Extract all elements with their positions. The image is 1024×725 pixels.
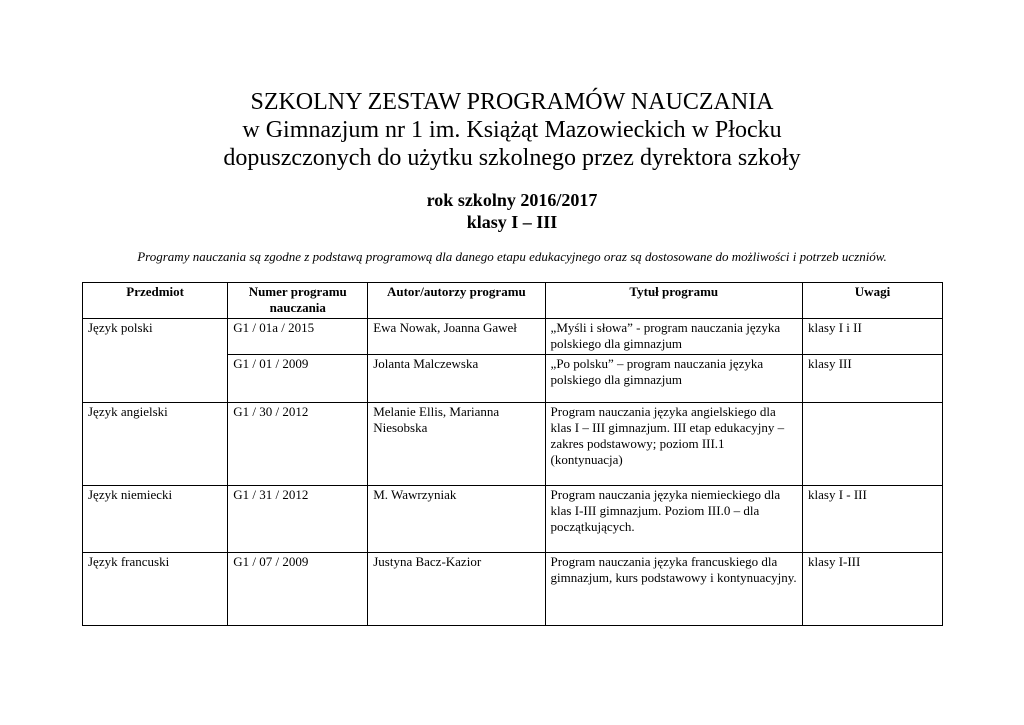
cell-number: G1 / 01a / 2015 (228, 319, 368, 355)
cell-notes (803, 403, 943, 486)
title-line-1: SZKOLNY ZESTAW PROGRAMÓW NAUCZANIA (250, 89, 774, 115)
cell-author: M. Wawrzyniak (368, 486, 545, 553)
cell-author: Jolanta Malczewska (368, 355, 545, 403)
column-header-notes: Uwagi (803, 283, 943, 319)
table-row (83, 553, 943, 626)
cell-subject: Język francuski (83, 553, 228, 626)
cell-subject: Język angielski (83, 403, 228, 486)
cell-title: „Po polsku” – program nauczania języka polskiego dla gimnazjum (545, 355, 802, 403)
cell-title: Program nauczania języka niemieckiego dla klas I-III gimnazjum. Poziom III.0 – dla początkujących. (545, 486, 802, 553)
cell-title: Program nauczania języka angielskiego dla klas I – III gimnazjum. III etap edukacyjny – zakres podstawowy; poziom III.1 (kontynuacja) (545, 403, 802, 486)
classes-range: klasy I – III (466, 212, 558, 232)
programs-table (82, 282, 943, 626)
cell-notes: klasy III (803, 355, 943, 403)
cell-author: Ewa Nowak, Joanna Gaweł (368, 319, 545, 355)
cell-number: G1 / 01 / 2009 (228, 355, 368, 403)
cell-number: G1 / 07 / 2009 (228, 553, 368, 626)
cell-notes: klasy I-III (803, 553, 943, 626)
cell-author: Melanie Ellis, Marianna Niesobska (368, 403, 545, 486)
column-header-author: Autor/autorzy programu (368, 283, 545, 319)
cell-author: Justyna Bacz-Kazior (368, 553, 545, 626)
column-header-subject: Przedmiot (83, 283, 228, 319)
column-header-number: Numer programu nauczania (228, 283, 368, 319)
cell-subject: Język niemiecki (83, 486, 228, 553)
cell-notes: klasy I i II (803, 319, 943, 355)
document-subtitle (0, 189, 1024, 233)
cell-title: „Myśli i słowa” - program nauczania języka polskiego dla gimnazjum (545, 319, 802, 355)
column-header-title: Tytuł programu (545, 283, 802, 319)
school-year: rok szkolny 2016/2017 (426, 190, 598, 210)
cell-title: Program nauczania języka francuskiego dla gimnazjum, kurs podstawowy i kontynuacyjny. (545, 553, 802, 626)
title-line-3: dopuszczonych do użytku szkolnego przez dyrektora szkoły (223, 145, 801, 171)
cell-subject: Język polski (83, 319, 228, 403)
table-row (83, 486, 943, 553)
cell-number: G1 / 30 / 2012 (228, 403, 368, 486)
table-header-row (83, 283, 943, 319)
cell-number: G1 / 31 / 2012 (228, 486, 368, 553)
title-line-2: w Gimnazjum nr 1 im. Książąt Mazowieckich w Płocku (242, 117, 782, 143)
cell-notes: klasy I - III (803, 486, 943, 553)
table-row (83, 319, 943, 355)
curriculum-note: Programy nauczania są zgodne z podstawą programową dla danego etapu edukacyjnego oraz są dostosowane do możliwości i potrzeb uczniów. (137, 249, 887, 264)
table-row (83, 403, 943, 486)
document-title (0, 88, 1024, 172)
